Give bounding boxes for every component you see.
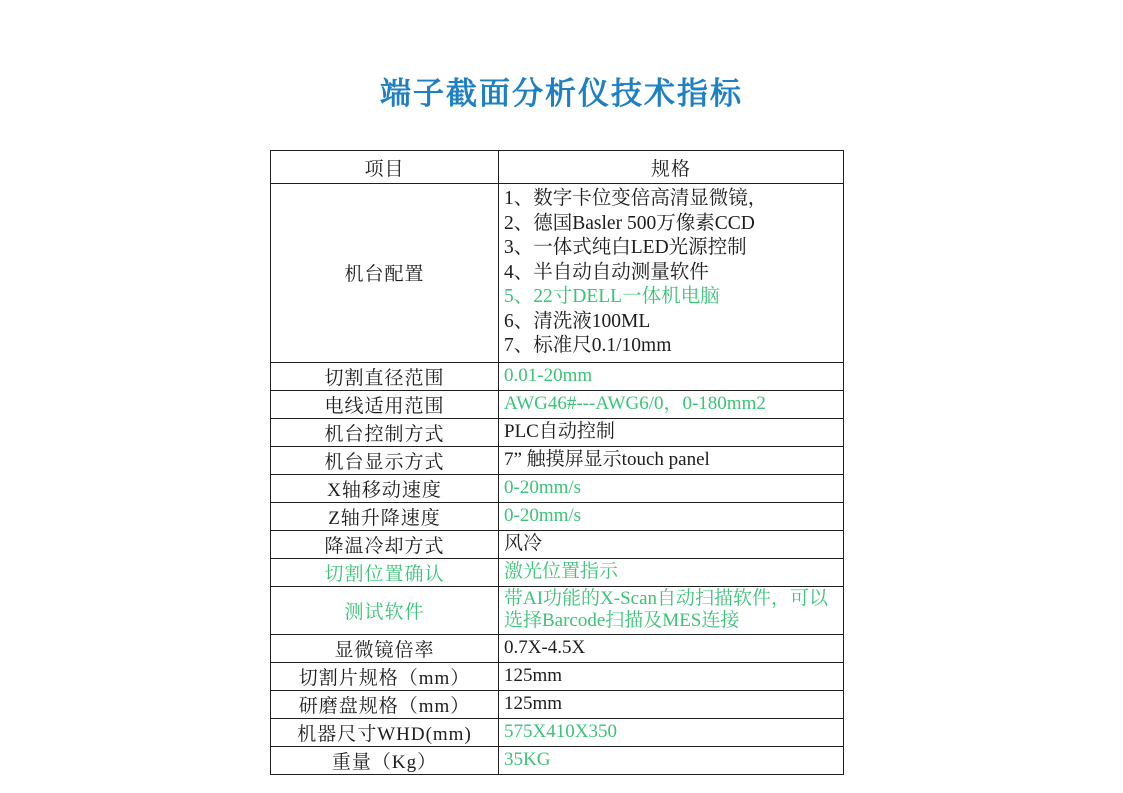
config-list-item: 4、半自动自动测量软件 xyxy=(504,261,709,283)
config-list-item: 3、一体式纯白LED光源控制 xyxy=(504,237,747,258)
spec-item-label: X轴移动速度 xyxy=(271,474,499,502)
spec-item-label: 电线适用范围 xyxy=(271,390,499,418)
spec-table xyxy=(270,150,844,775)
spec-value: 575X410X350 xyxy=(499,719,844,747)
spec-item-label: 降温冷却方式 xyxy=(271,530,499,558)
table-row-test-software xyxy=(271,586,844,635)
spec-item-label: 切割直径范围 xyxy=(271,362,499,390)
spec-item-label: Z轴升降速度 xyxy=(271,502,499,530)
spec-item-label: 测试软件 xyxy=(271,586,499,635)
table-row-display-mode xyxy=(271,446,844,474)
table-row-weight xyxy=(271,747,844,775)
spec-item-label: 机台控制方式 xyxy=(271,418,499,446)
spec-item-label: 机台显示方式 xyxy=(271,446,499,474)
table-row-cooling-mode xyxy=(271,530,844,558)
table-header-row xyxy=(271,151,844,184)
config-list-item: 1、数字卡位变倍高清显微镜， xyxy=(504,188,768,209)
table-row-machine-config xyxy=(271,184,844,363)
config-list-item: 2、德国Basler 500万像素CCD xyxy=(504,212,755,234)
spec-value: 0.01-20mm xyxy=(499,362,844,390)
spec-item-label: 研磨盘规格（mm） xyxy=(271,691,499,719)
spec-value xyxy=(499,184,844,363)
config-list-item: 6、清洗液100ML xyxy=(504,310,651,332)
spec-item-label: 机台配置 xyxy=(271,184,499,363)
page-title: 端子截面分析仪技术指标 xyxy=(380,76,743,111)
spec-value: 带AI功能的X-Scan自动扫描软件，可以选择Barcode扫描及MES连接 xyxy=(499,586,844,635)
table-row-cut-position xyxy=(271,558,844,586)
column-header-spec: 规格 xyxy=(499,151,844,184)
table-row-x-axis-speed xyxy=(271,474,844,502)
table-row-grinding-disc-size xyxy=(271,691,844,719)
spec-value: AWG46#---AWG6/0，0-180mm2 xyxy=(499,390,844,418)
spec-value: 风冷 xyxy=(499,530,844,558)
spec-value: 35KG xyxy=(499,747,844,775)
spec-value: 125mm xyxy=(499,663,844,691)
spec-item-label: 切割片规格（mm） xyxy=(271,663,499,691)
spec-value: 7” 触摸屏显示touch panel xyxy=(499,446,844,474)
table-row-blade-size xyxy=(271,663,844,691)
spec-item-label: 重量（Kg） xyxy=(271,747,499,775)
spec-value: 125mm xyxy=(499,691,844,719)
config-list-item: 5、22寸DELL一体机电脑 xyxy=(504,286,720,307)
config-list-item: 7、标准尺0.1/10mm xyxy=(504,335,672,356)
table-row-control-mode xyxy=(271,418,844,446)
spec-value: 激光位置指示 xyxy=(499,558,844,586)
column-header-item: 项目 xyxy=(271,151,499,184)
table-row-cut-diameter xyxy=(271,362,844,390)
spec-item-label: 显微镜倍率 xyxy=(271,635,499,663)
table-row-machine-size xyxy=(271,719,844,747)
table-row-z-axis-speed xyxy=(271,502,844,530)
table-row-magnification xyxy=(271,635,844,663)
spec-value: 0-20mm/s xyxy=(499,502,844,530)
spec-item-label: 切割位置确认 xyxy=(271,558,499,586)
spec-value: 0.7X-4.5X xyxy=(499,635,844,663)
spec-value: PLC自动控制 xyxy=(499,418,844,446)
spec-item-label: 机器尺寸WHD(mm) xyxy=(271,719,499,747)
spec-value: 0-20mm/s xyxy=(499,474,844,502)
table-row-wire-range xyxy=(271,390,844,418)
